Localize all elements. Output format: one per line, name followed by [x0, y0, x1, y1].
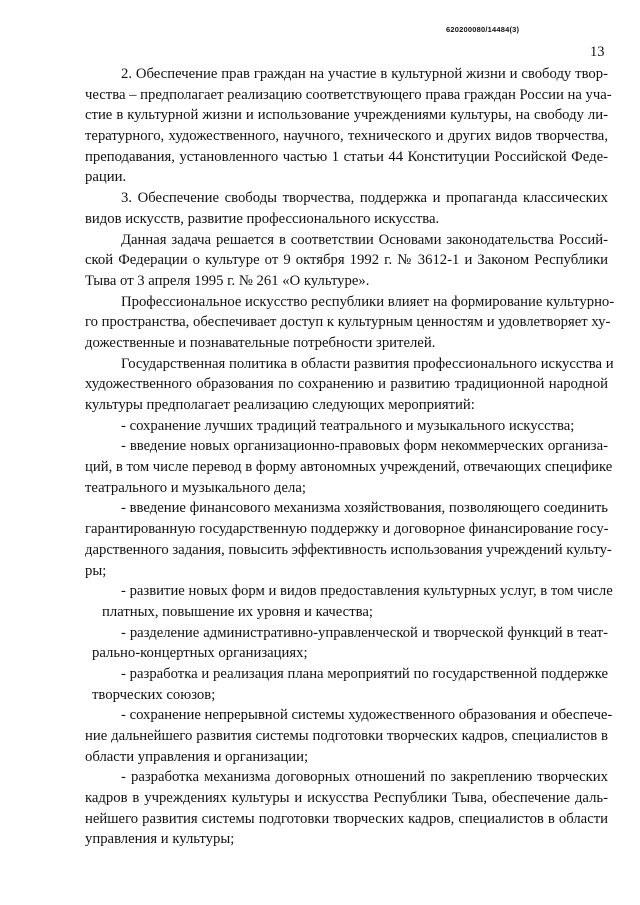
text-line: рации. [85, 169, 127, 186]
text-line: ций, в том числе перевод в форму автономных учреждений, отвечающих специфике [85, 459, 613, 476]
text-line: творческих союзов; [92, 686, 216, 703]
text-line: области управления и организации; [85, 748, 309, 765]
text-line: Государственная политика в области развития профессионального искусства и [121, 355, 614, 372]
text-line: культуры предполагает реализацию следующих мероприятий: [85, 397, 475, 413]
text-line: художественного образования по сохранению и развитию традиционной народной [85, 376, 608, 393]
text-line: - сохранение лучших традиций театрального и музыкального искусства; [121, 417, 575, 434]
page-number: 13 [590, 44, 605, 60]
text-line: управления и культуры; [85, 831, 235, 848]
text-line: го пространства, обеспечивает доступ к культурным ценностям и удовлетворяет ху- [85, 314, 611, 331]
text-line: платных, повышение их уровня и качества; [102, 603, 373, 620]
document-body [85, 64, 615, 850]
text-line: - развитие новых форм и видов предоставления культурных услуг, в том числе [121, 583, 613, 600]
text-line: Данная задача решается в соответствии Основами законодательства Россий- [121, 231, 608, 248]
text-line: - сохранение непрерывной системы художественного образования и обеспече- [121, 707, 613, 724]
text-line: Профессиональное искусство республики влияет на формирование культурно- [121, 293, 615, 310]
text-line: - разделение административно-управленческой и творческой функций в теат- [121, 624, 608, 641]
text-line: ской Федерации о культуре от 9 октября 1992 г. № 3612-1 и Законом Республики [85, 252, 608, 269]
text-line: театрального и музыкального дела; [85, 479, 306, 496]
text-line: нейшего развития системы подготовки творческих кадров, специалистов в области [85, 810, 608, 827]
text-line: 3. Обеспечение свободы творчества, поддержка и пропаганда классических [121, 190, 608, 207]
text-line: гарантированную государственную поддержку и договорное финансирование госу- [85, 521, 609, 538]
text-line: преподавания, установленного частью 1 статьи 44 Конституции Российской Феде- [85, 148, 608, 165]
text-line: чества – предполагает реализацию соответствующего права граждан России на уча- [85, 86, 612, 103]
text-line: ры; [85, 562, 107, 579]
text-line: Тыва от 3 апреля 1995 г. № 261 «О культуре». [85, 272, 370, 289]
text-line: ние дальнейшего развития системы подготовки творческих кадров, специалистов в [85, 728, 608, 744]
text-line: тературного, художественного, научного, технического и других видов творчества, [85, 128, 608, 145]
text-line: стие в культурной жизни и использование учреждениями культуры, на свободу ли- [85, 107, 608, 124]
text-line: кадров в учреждениях культуры и искусства Республики Тыва, обеспечение даль- [85, 790, 608, 807]
text-line: - введение новых организационно-правовых форм некоммерческих организа- [121, 438, 608, 455]
text-line: - разработка механизма договорных отношений по закреплению творческих [121, 769, 608, 786]
text-line: - разработка и реализация плана мероприятий по государственной поддержке [121, 665, 608, 682]
text-line: рально-концертных организациях; [92, 645, 308, 662]
document-id: 620200080/14484(3) [446, 25, 520, 34]
text-line: видов искусств, развитие профессионального искусства. [85, 210, 440, 227]
text-line: дожественные и познавательные потребности зрителей. [85, 334, 436, 351]
text-line: дарственного задания, повысить эффективность использования учреждений культу- [85, 541, 612, 558]
text-line: 2. Обеспечение прав граждан на участие в культурной жизни и свободу твор- [121, 66, 608, 82]
text-line: - введение финансового механизма хозяйствования, позволяющего соединить [121, 500, 608, 517]
